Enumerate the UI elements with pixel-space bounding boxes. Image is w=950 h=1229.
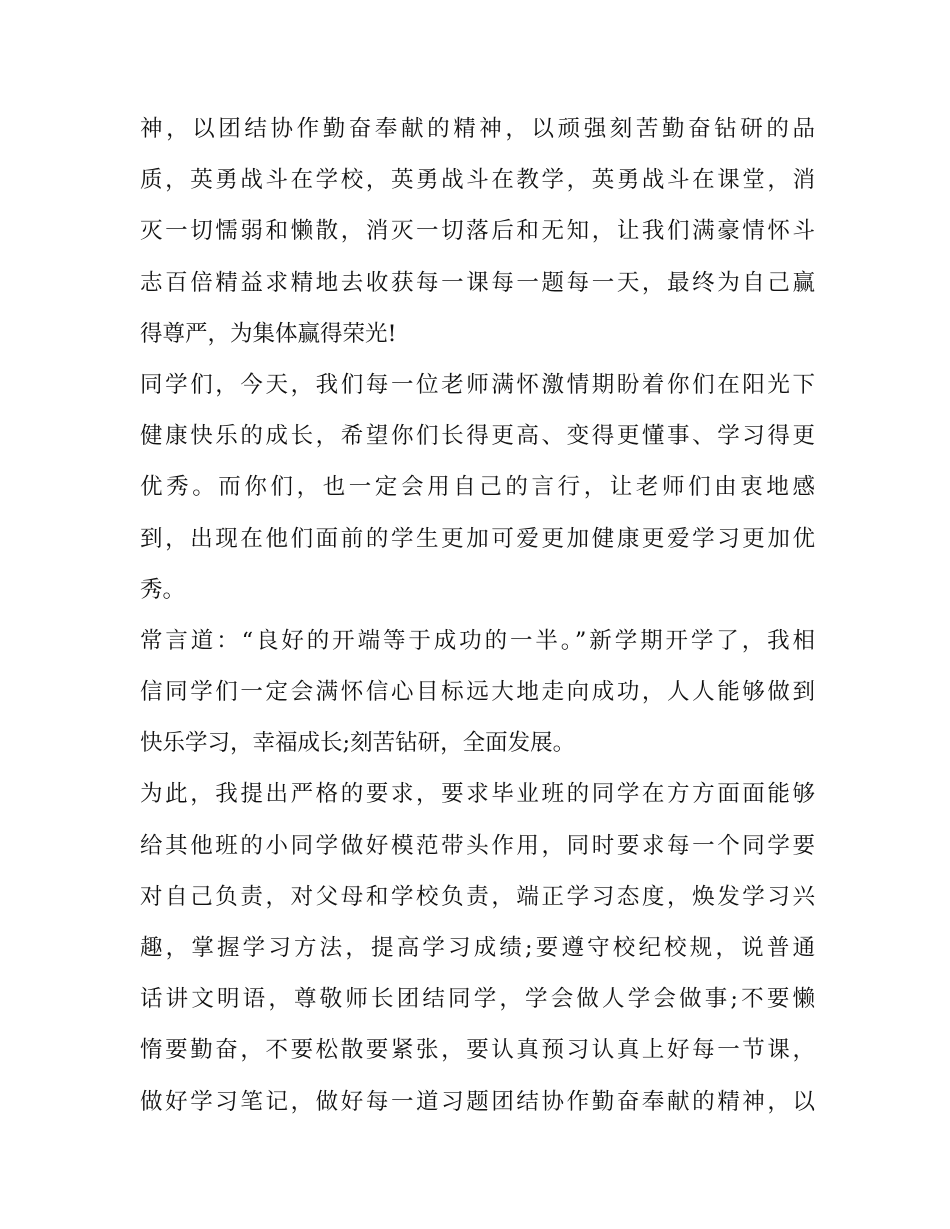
text-line: 志百倍精益求精地去收获每一课每一题每一天，最终为自己赢 xyxy=(140,269,815,296)
text-line: 优秀。而你们，也一定会用自己的言行，让老师们由衷地感 xyxy=(140,474,815,501)
text-line: 同学们，今天，我们每一位老师满怀激情期盼着你们在阳光下 xyxy=(140,371,815,398)
text-line: 趣，掌握学习方法，提高学习成绩;要遵守校纪校规，说普通 xyxy=(140,935,815,961)
text-line: 质，英勇战斗在学校，英勇战斗在教学，英勇战斗在课堂，消 xyxy=(140,167,815,194)
text-line: 给其他班的小同学做好模范带头作用，同时要求每一个同学要 xyxy=(140,832,815,859)
text-line: 为此，我提出严格的要求，要求毕业班的同学在方方面面能够 xyxy=(140,781,815,808)
text-line: 快乐学习，幸福成长;刻苦钻研，全面发展。 xyxy=(140,730,576,757)
text-line: 得尊严，为集体赢得荣光! xyxy=(140,320,397,347)
text-line: 神，以团结协作勤奋奉献的精神，以顽强刻苦勤奋钻研的品 xyxy=(140,116,815,142)
text-line: 健康快乐的成长，希望你们长得更高、变得更懂事、学习得更 xyxy=(140,423,815,450)
text-line: 秀。 xyxy=(140,576,186,603)
text-line: 到，出现在他们面前的学生更加可爱更加健康更爱学习更加优 xyxy=(140,525,815,552)
text-line: 话讲文明语，尊敬师长团结同学，学会做人学会做事;不要懒 xyxy=(140,986,815,1013)
text-line: 做好学习笔记，做好每一道习题团结协作勤奋奉献的精神，以 xyxy=(140,1088,815,1115)
text-line: 灭一切懦弱和懒散，消灭一切落后和无知，让我们满豪情怀斗 xyxy=(140,218,815,245)
text-line: 对自己负责，对父母和学校负责，端正学习态度，焕发学习兴 xyxy=(140,883,815,910)
text-line: 惰要勤奋，不要松散要紧张，要认真预习认真上好每一节课， xyxy=(140,1037,815,1064)
text-line: 常言道：“良好的开端等于成功的一半。”新学期开学了，我相 xyxy=(140,627,815,654)
document-body xyxy=(140,104,815,1128)
text-line: 信同学们一定会满怀信心目标远大地走向成功，人人能够做到 xyxy=(140,679,815,706)
